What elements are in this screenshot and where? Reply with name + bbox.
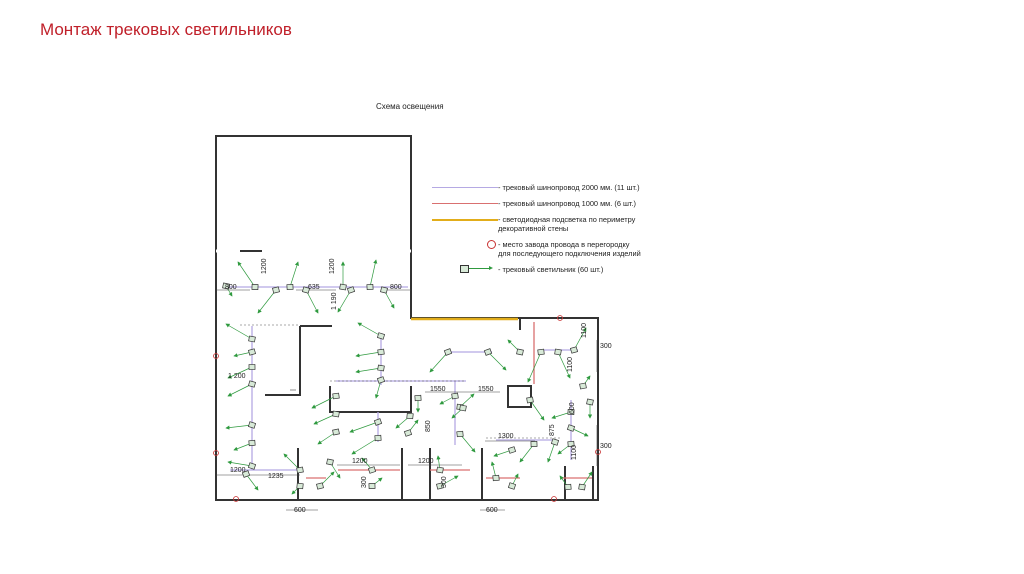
- fixture-icon: [333, 429, 340, 435]
- walls: [216, 136, 598, 500]
- fixture-icon: [377, 377, 384, 384]
- dim-label: 300: [441, 476, 448, 488]
- dim-label: 300: [600, 443, 612, 450]
- fixture-icon: [517, 349, 524, 355]
- legend-text: - трековый шинопровод 2000 мм. (11 шт.): [498, 183, 640, 192]
- light-beam: [352, 438, 378, 454]
- dim-label: 1200: [261, 258, 268, 274]
- fixture-icon: [347, 287, 354, 294]
- fixture-icon: [297, 467, 304, 473]
- dim-label: 600: [294, 507, 306, 514]
- light-beam: [226, 324, 252, 339]
- partition-left: [265, 326, 332, 395]
- fixture-icon: [580, 383, 587, 389]
- slide-title: Монтаж трековых светильников: [40, 20, 292, 39]
- fixture-icon: [249, 336, 256, 342]
- dim-label: 1300: [498, 433, 514, 440]
- dim-label: 1200: [352, 458, 368, 465]
- fixture-icon: [327, 459, 334, 465]
- fixture-icon: [551, 439, 558, 446]
- light-beam: [430, 352, 448, 372]
- fixture-icon: [437, 467, 444, 473]
- light-beam: [290, 262, 298, 287]
- fixture-icon: [297, 483, 303, 489]
- dim-label: 1235: [268, 473, 284, 480]
- dim-label: 1100: [571, 444, 578, 460]
- fixture-icon: [374, 419, 381, 426]
- dim-label: 300: [600, 343, 612, 350]
- fixture-icon: [531, 441, 537, 446]
- tracks: [226, 287, 592, 478]
- fixture-icon: [316, 483, 323, 489]
- fixture-icon: [508, 483, 515, 490]
- fixture-icon: [452, 393, 459, 399]
- bottom-stubs: [298, 448, 593, 500]
- fixture-icon: [579, 484, 586, 490]
- fixture-icon: [457, 431, 463, 437]
- fixture-icon: [249, 440, 255, 446]
- partition-center: [330, 386, 411, 412]
- fixture-icon: [378, 349, 385, 355]
- fixture-icon: [248, 349, 255, 355]
- dim-label: 1100: [567, 356, 574, 372]
- fixture-icon: [378, 365, 385, 371]
- light-beam: [358, 323, 381, 336]
- fixture-icon: [444, 349, 451, 356]
- fixture-icon: [508, 447, 515, 454]
- fixture-icon: [367, 284, 373, 289]
- light-beam: [530, 400, 544, 420]
- fixture-icon: [380, 287, 387, 293]
- light-beam: [460, 434, 475, 452]
- light-beam: [228, 462, 252, 466]
- fixture-icon: [377, 333, 384, 340]
- light-beam: [356, 368, 381, 372]
- dim-label: 600: [569, 402, 576, 414]
- fixture-icon: [249, 364, 255, 369]
- fixture-icon: [567, 425, 574, 432]
- fixture-icon: [527, 397, 534, 403]
- dim-label: 875: [549, 424, 556, 436]
- dim-label: 1550: [478, 386, 494, 393]
- upper-room-walls: [216, 136, 411, 251]
- fixture-icon: [340, 284, 347, 290]
- dim-label: 300: [361, 476, 368, 488]
- fixture-icon: [587, 399, 594, 405]
- dim-label: 1200: [230, 467, 246, 474]
- fixture-icon: [333, 411, 340, 417]
- fixture-icon: [252, 284, 258, 289]
- fixture-icon: [460, 405, 467, 411]
- fixture-icon: [272, 287, 279, 293]
- fixture-icon: [493, 475, 499, 481]
- scheme-title: Схема освещения: [376, 102, 444, 111]
- dim-label: 1550: [430, 386, 446, 393]
- light-beam: [312, 396, 336, 408]
- fixtures: [223, 260, 594, 494]
- light-beam: [238, 262, 255, 287]
- legend-text: - светодиодная подсветка по периметру декоративной стены: [498, 215, 636, 233]
- dim-label: 1200: [329, 258, 336, 274]
- dim-label: 850: [425, 420, 432, 432]
- light-beam: [350, 422, 378, 432]
- legend-text: - трековый шинопровод 1000 мм. (6 шт.): [498, 199, 636, 208]
- dimension-labels: [225, 258, 612, 514]
- dim-label: 800: [390, 284, 402, 291]
- dim-label: 1 190: [331, 292, 338, 310]
- fixture-icon: [248, 422, 255, 429]
- fixture-icon: [375, 435, 381, 440]
- column-block: [508, 386, 531, 407]
- light-beam: [258, 290, 276, 313]
- fixture-icon: [538, 349, 545, 355]
- dim-label: 1100: [581, 322, 588, 338]
- light-beam: [356, 352, 381, 356]
- fixture-icon: [404, 430, 411, 437]
- light-beam: [370, 260, 376, 287]
- fixture-icon: [369, 483, 375, 488]
- dim-label: 1200: [418, 458, 434, 465]
- light-beam: [246, 474, 258, 490]
- dim-label: 635: [308, 284, 320, 291]
- dim-label: 800: [225, 284, 237, 291]
- fixture-icon: [368, 467, 375, 474]
- fixture-icon: [248, 381, 255, 387]
- fixture-icon: [555, 349, 562, 355]
- fixture-icon: [333, 393, 340, 399]
- dim-label: 600: [486, 507, 498, 514]
- light-beam: [548, 442, 555, 462]
- fixture-icon: [248, 463, 255, 470]
- fixture-icon: [407, 413, 413, 419]
- fixture-icon: [565, 484, 571, 490]
- legend-text: - место завода провода в перегородку для последующего подключения изделий: [498, 240, 641, 258]
- fixture-icon: [415, 395, 421, 400]
- light-beam: [488, 352, 506, 370]
- dim-label: 1 200: [228, 373, 246, 380]
- legend-text: - трековый светильник (60 шт.): [498, 265, 604, 274]
- fixture-icon: [570, 347, 577, 353]
- fixture-icon: [287, 284, 293, 289]
